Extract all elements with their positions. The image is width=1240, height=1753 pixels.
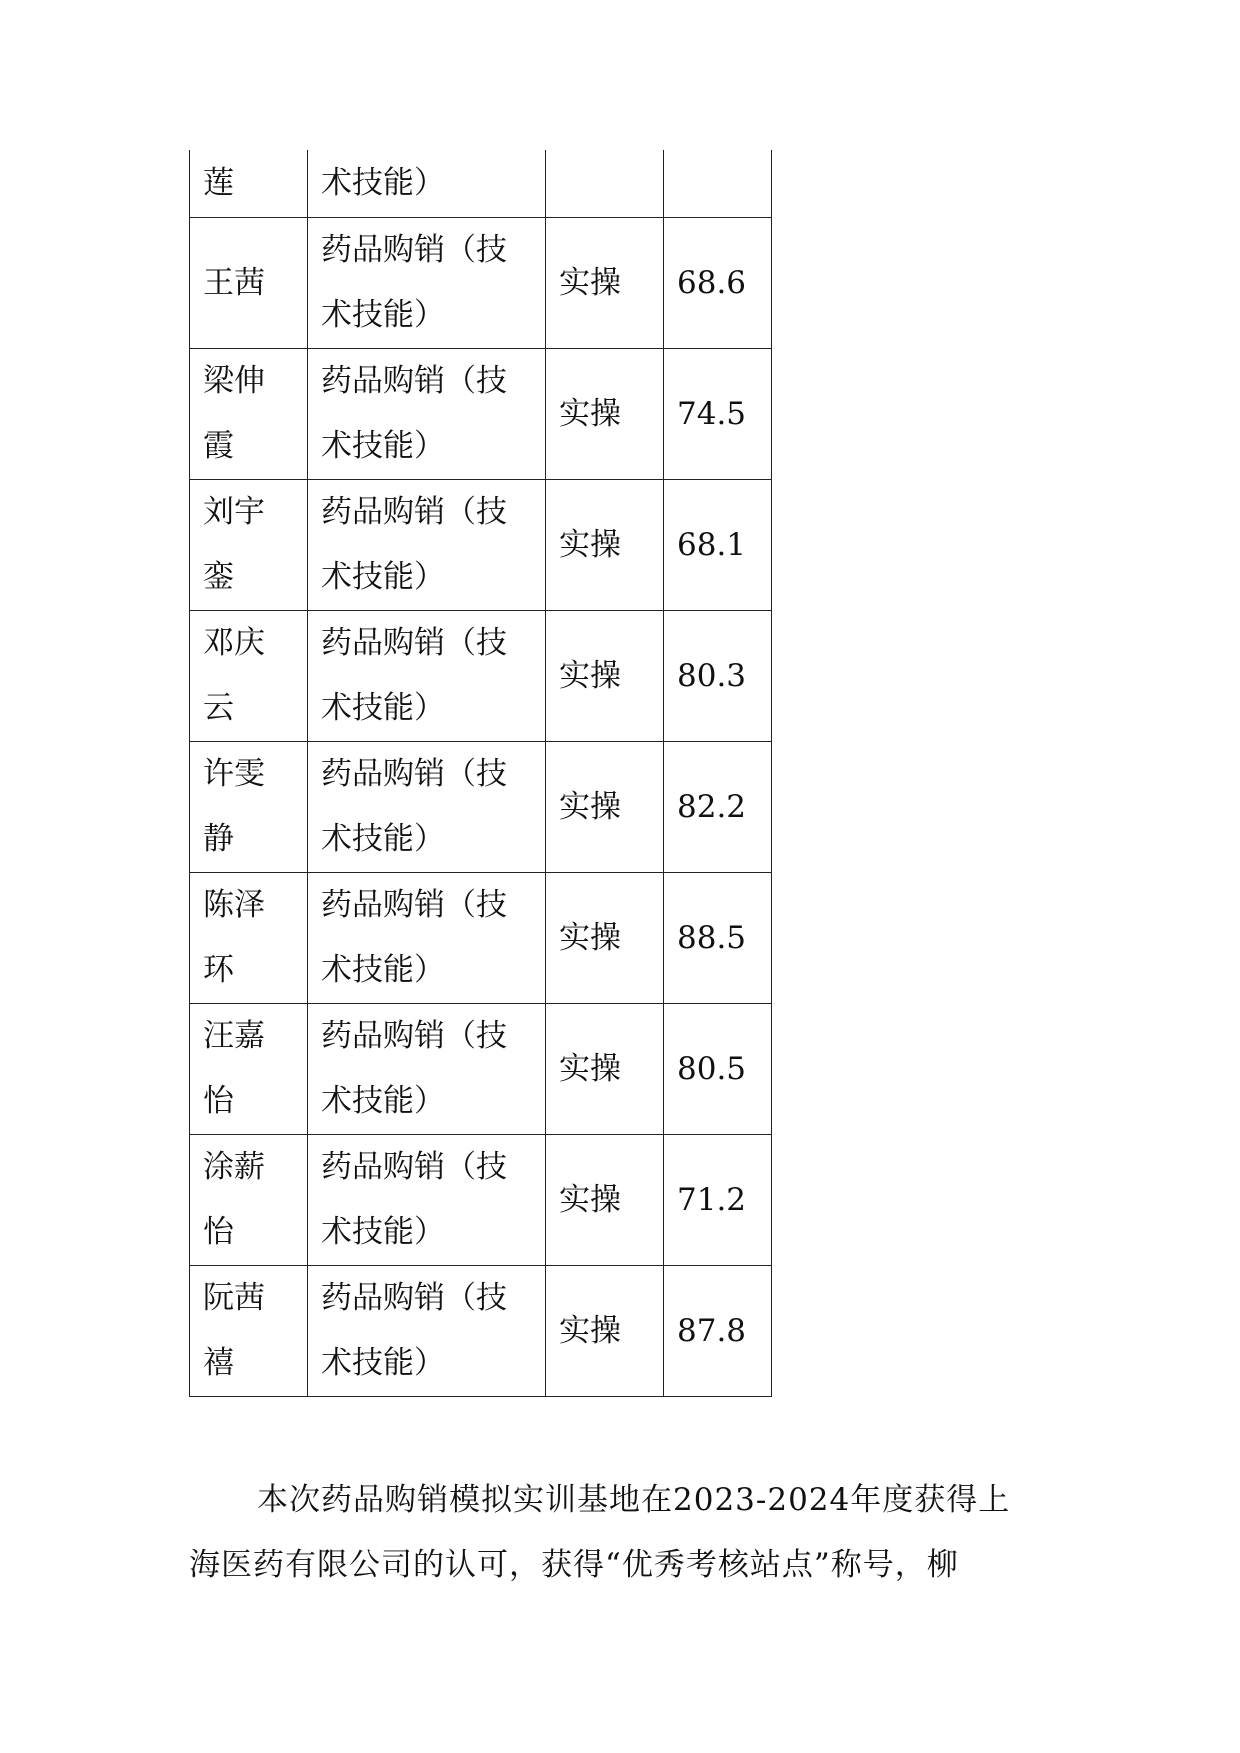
score-table	[189, 150, 772, 1397]
cell-name: 刘宇銮	[190, 480, 308, 611]
cell-name: 许雯静	[190, 742, 308, 873]
cell-course: 药品购销（技术技能）	[308, 873, 546, 1004]
table-body	[190, 150, 772, 1397]
cell-name: 王茜	[190, 218, 308, 349]
cell-course: 药品购销（技术技能）	[308, 1135, 546, 1266]
cell-type: 实操	[546, 1004, 664, 1135]
cell-score: 82.2	[664, 742, 772, 873]
table-row	[190, 611, 772, 742]
cell-type: 实操	[546, 1266, 664, 1397]
cell-name: 阮茜禧	[190, 1266, 308, 1397]
cell-type: 实操	[546, 742, 664, 873]
cell-type: 实操	[546, 1135, 664, 1266]
cell-type: 实操	[546, 611, 664, 742]
cell-name: 莲	[190, 150, 308, 218]
table-row	[190, 218, 772, 349]
cell-score: 68.1	[664, 480, 772, 611]
cell-score: 71.2	[664, 1135, 772, 1266]
table-row	[190, 1135, 772, 1266]
cell-course: 药品购销（技术技能）	[308, 480, 546, 611]
cell-type: 实操	[546, 873, 664, 1004]
table-row	[190, 742, 772, 873]
cell-type	[546, 150, 664, 218]
cell-course: 药品购销（技术技能）	[308, 611, 546, 742]
cell-score: 87.8	[664, 1266, 772, 1397]
cell-course: 药品购销（技术技能）	[308, 1266, 546, 1397]
cell-name: 邓庆云	[190, 611, 308, 742]
cell-course: 药品购销（技术技能）	[308, 218, 546, 349]
cell-course: 术技能）	[308, 150, 546, 218]
cell-course: 药品购销（技术技能）	[308, 349, 546, 480]
cell-score: 80.5	[664, 1004, 772, 1135]
cell-score	[664, 150, 772, 218]
cell-name: 汪嘉怡	[190, 1004, 308, 1135]
cell-name: 涂薪怡	[190, 1135, 308, 1266]
cell-type: 实操	[546, 218, 664, 349]
table-row	[190, 1004, 772, 1135]
cell-name: 梁伸霞	[190, 349, 308, 480]
table-row-continuation	[190, 150, 772, 218]
cell-type: 实操	[546, 349, 664, 480]
cell-score: 74.5	[664, 349, 772, 480]
cell-score: 88.5	[664, 873, 772, 1004]
cell-name: 陈泽环	[190, 873, 308, 1004]
cell-score: 68.6	[664, 218, 772, 349]
cell-course: 药品购销（技术技能）	[308, 742, 546, 873]
table-row	[190, 873, 772, 1004]
table-row	[190, 480, 772, 611]
table-row	[190, 349, 772, 480]
cell-score: 80.3	[664, 611, 772, 742]
cell-type: 实操	[546, 480, 664, 611]
table-row	[190, 1266, 772, 1397]
cell-course: 药品购销（技术技能）	[308, 1004, 546, 1135]
body-paragraph: 本次药品购销模拟实训基地在2023-2024年度获得上海医药有限公司的认可，获得“优秀考核站点”称号，柳	[189, 1482, 1011, 1583]
